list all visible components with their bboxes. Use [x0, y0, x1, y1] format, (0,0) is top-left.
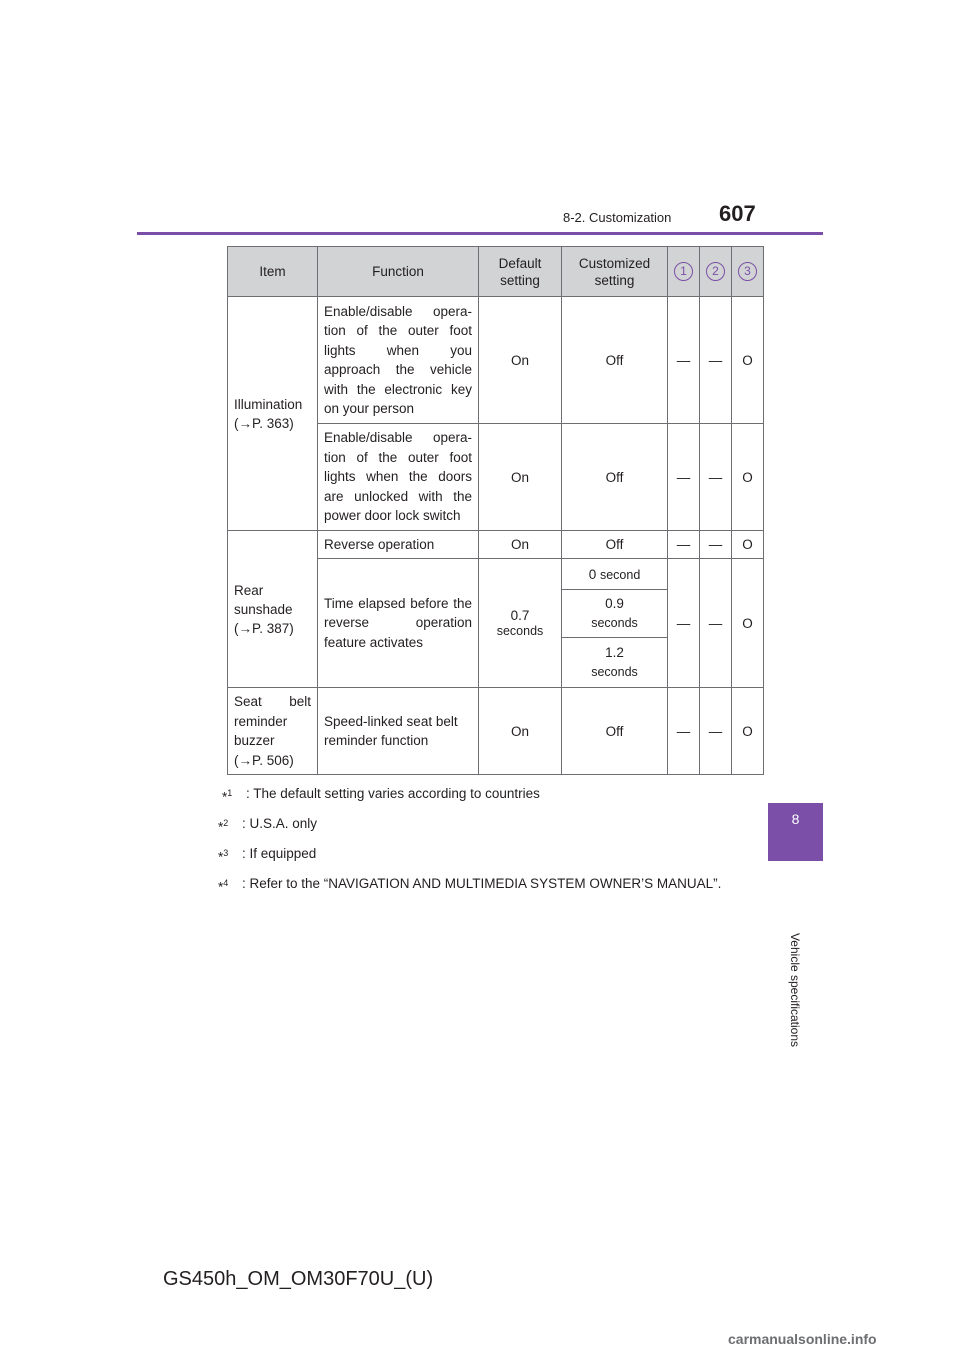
- footnote: *$^1$ : The default setting varies according to countries: [222, 786, 540, 805]
- customized-option: [562, 638, 668, 688]
- header-col3: [732, 247, 764, 297]
- customized-cell: Off: [562, 688, 668, 775]
- footnote-text: : Refer to the “NAVIGATION AND MULTIMEDIA SYSTEM OWNER’S MANUAL”.: [242, 876, 722, 891]
- circled-3-icon: 3: [738, 262, 757, 281]
- page-number: 607: [719, 201, 756, 226]
- item-illumination: [228, 297, 318, 531]
- default-cell: On: [479, 688, 562, 775]
- option-unit: second: [599, 567, 641, 582]
- table-row: [228, 688, 764, 775]
- item-label: Seat belt reminder buzzer: [234, 694, 311, 748]
- footnotes: [218, 784, 748, 904]
- option-value: 0: [588, 566, 597, 582]
- col2-cell: —: [700, 688, 732, 775]
- item-seat-belt: [228, 688, 318, 775]
- section-title: 8-2. Customization: [563, 210, 672, 225]
- header-default: Default setting: [479, 247, 562, 297]
- customized-cell: Off: [562, 297, 668, 424]
- footnote-text: : If equipped: [242, 846, 317, 861]
- table-header-row: [228, 247, 764, 297]
- model-code: GS450h_OM_OM30F70U_(U): [163, 1268, 434, 1290]
- chapter-number: 8: [791, 811, 800, 827]
- chapter-label: Vehicle specifications: [788, 932, 802, 1048]
- circled-2-icon: 2: [706, 262, 725, 281]
- footnote: *$^2$ : U.S.A. only: [218, 816, 318, 835]
- col3-cell: O: [732, 688, 764, 775]
- col1-cell: —: [668, 297, 700, 424]
- header-col2: [700, 247, 732, 297]
- function-cell: Enable/disable opera-tion of the outer foot lights when the doors are unlocked with the power door lock switch: [318, 424, 479, 531]
- option-unit: seconds: [591, 616, 638, 630]
- default-value: 0.7: [510, 608, 530, 623]
- function-cell: Reverse operation: [318, 531, 479, 559]
- customization-table: [227, 246, 764, 775]
- circled-1-icon: 1: [674, 262, 693, 281]
- watermark: carmanualsonline.info: [728, 1331, 877, 1347]
- header-col1: [668, 247, 700, 297]
- footnote: *$^4$ : Refer to the “NAVIGATION AND MULTIMEDIA SYSTEM OWNER’S MANUAL”.: [218, 876, 722, 895]
- table-row: [228, 531, 764, 559]
- page-ref-link[interactable]: (→P. 363): [234, 415, 294, 431]
- col2-cell: —: [700, 297, 732, 424]
- customized-option: [562, 559, 668, 590]
- default-cell: On: [479, 424, 562, 531]
- col3-cell: O: [732, 559, 764, 688]
- customized-cell: Off: [562, 424, 668, 531]
- option-unit: seconds: [591, 665, 638, 679]
- function-cell: Speed-linked seat belt reminder function: [318, 688, 479, 775]
- option-value: 0.9: [605, 596, 624, 611]
- col2-cell: —: [700, 424, 732, 531]
- item-label: Illumination: [234, 396, 303, 412]
- col2-cell: —: [700, 559, 732, 688]
- header-function: Function: [318, 247, 479, 297]
- col1-cell: —: [668, 688, 700, 775]
- item-rear-sunshade: [228, 531, 318, 688]
- header-customized: Customized setting: [562, 247, 668, 297]
- customized-cell: Off: [562, 531, 668, 559]
- footnote-text: : U.S.A. only: [242, 816, 318, 831]
- footnote-text: : The default setting varies according to countries: [246, 786, 540, 801]
- header-item: Item: [228, 247, 318, 297]
- function-cell: Enable/disable opera-tion of the outer foot lights when you approach the vehicle with the electronic key on your person: [318, 297, 479, 424]
- default-cell: On: [479, 531, 562, 559]
- function-cell: Time elapsed before the reverse operation feature activates: [318, 559, 479, 688]
- page-ref-link[interactable]: (→P. 506): [234, 752, 294, 768]
- page-ref-link[interactable]: (→P. 387): [234, 620, 294, 636]
- footnote: *$^3$ : If equipped: [218, 846, 317, 865]
- col2-cell: —: [700, 531, 732, 559]
- col3-cell: O: [732, 297, 764, 424]
- col1-cell: —: [668, 424, 700, 531]
- option-value: 1.2: [605, 645, 624, 660]
- customized-option: [562, 590, 668, 638]
- table-row: [228, 297, 764, 424]
- header-divider: [137, 232, 823, 235]
- default-unit: seconds: [496, 624, 544, 638]
- default-cell: On: [479, 297, 562, 424]
- default-cell: [479, 559, 562, 688]
- item-label: Rear sunshade: [234, 582, 293, 617]
- col1-cell: —: [668, 531, 700, 559]
- col1-cell: —: [668, 559, 700, 688]
- chapter-tab[interactable]: [768, 803, 823, 861]
- col3-cell: O: [732, 531, 764, 559]
- col3-cell: O: [732, 424, 764, 531]
